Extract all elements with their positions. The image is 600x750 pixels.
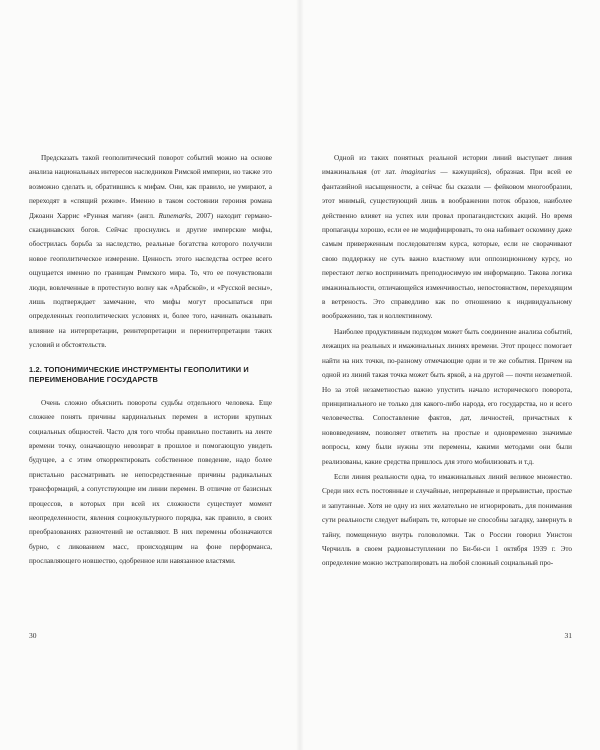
right-page-number: 31 <box>564 631 572 640</box>
right-paragraph-2: Наиболее продуктивным подходом может быть соединение анализа событий, лежащих на реальных и имажинальных линиях времени. Этот процесс помогает найти на них точки, по-разному отмечающие одни и те же события. Причем на одной из линий такая точка может быть яркой, а на другой — почти незаметной. Но за этой незаметностью важно упустить начало исторического поворота, принципиального не только для какого-либо народа, его государства, но и всего человечества. Сопоставление фактов, дат, личностей, причастных к нововведениям, позволяет ответить на простые и одновременно значимые вопросы, кому были нужны эти перемены, какими методами они были реализованы, какие средства пришлось для этого мобилизовать и т.д. <box>322 327 572 466</box>
italic-term: imaginarius <box>400 168 436 177</box>
section-heading: 1.2. ТОПОНИМИЧЕСКИЕ ИНСТРУМЕНТЫ ГЕОПОЛИТИКИ И ПЕРЕИМЕНОВАНИЕ ГОСУДАРСТВ <box>29 364 249 384</box>
italic-term: Runemarks <box>158 211 191 220</box>
left-paragraph-1: Предсказать такой геополитический поворот событий можно на основе анализа национальных интересов наследников Римской империи, но также это возможно сделать и, обратившись к мифам. Они, как правило, не умирают, а переходят в «спящий режим». Именно в таком состоянии героиня романа Джоанн Харрис «Рунная магия» (англ. Runemarks, 2007) находит германо-скандинавских богов. Сейчас проснулись и другие имперские мифы, обострилась борьба за наследство, реальные богатства которого получили новое геополитическое измерение. Ценность этого наследства острее всего ощущается именно по границам Римского мира. То, что ее почувствовали люди, вовлеченные в протестную волну как «Арабской», и «Русской весны», лишь подтверждает замечание, что мифы могут просыпаться при определенных геополитических условиях и, более того, начинать оказывать влияние на интерпретации, реинтерпретации и переинтерпретации таких условий и обстоятельств. <box>29 154 272 350</box>
left-page-number: 30 <box>29 631 37 640</box>
right-page <box>300 0 600 750</box>
left-text-column <box>29 151 272 569</box>
left-paragraph-2: Очень сложно объяснить повороты судьбы отдельного человека. Еще сложнее понять причины кардинальных перемен в истории крупных социальных общностей. Часто для того чтобы правильно поставить на ленте времени точку, означающую невозврат в прошлое и помогающую увидеть будущее, а с этим откорректировать собственное поведение, надо более пристально рассматривать не непосредственные причины радикальных трансформаций, а сопутствующие им линии перемен. В отличие от базисных процессов, в которых при всей их сложности существует момент неопределенности, явления социокультурного порядка, как правило, в своих преобразованиях разночтений не оставляют. В них перемены обозначаются бурно, с ликованием масс, происходящим на фоне перформанса, прославляющего новшество, одобренное или навязанное властями. <box>29 398 272 566</box>
right-paragraph-1: Одной из таких понятных реальной истории линий выступает линия имажинальная (от лат. imaginarius — кажущийся), образная. При всей ее фантазийной насыщенности, а сейчас бы сказали — фейковом многообразии, этот мнимый, существующий лишь в воображении поток образов, наиболее действенно влияет на успех или провал пропагандистских акций. Но время пропаганды хорошо, если ее не модифицировать, то она набивает оскомину даже самым приверженным последователям курса, которые, если не сворачивают свою поддержку не суть важно властному или оппозиционному курсу, но перестают легко воспринимать преподносимую им информацию. Такова логика имажинальности, отличающейся изменчивостью, непостоянством, переходящим в ветреность. Это справедливо как по отношению к индивидуальному воображению, так и коллективному. <box>322 154 572 321</box>
right-text-column <box>322 151 572 571</box>
right-paragraph-3: Если линия реальности одна, то имажинальных линий великое множество. Среди них есть постоянные и случайные, непрерывные и прерывистые, простые и запутанные. Хотя не одну из них желательно не игнорировать, для понимания сути реальности следует выбирать те, которые не способны загадку, завернуть в тайну, помещенную внутрь головоломки. Так о России говорил Уинстон Черчилль в своем радиовыступлении по Би-би-си 1 октября 1939 г. Это определение можно экстраполировать на любой сложный социальный про- <box>322 472 572 568</box>
